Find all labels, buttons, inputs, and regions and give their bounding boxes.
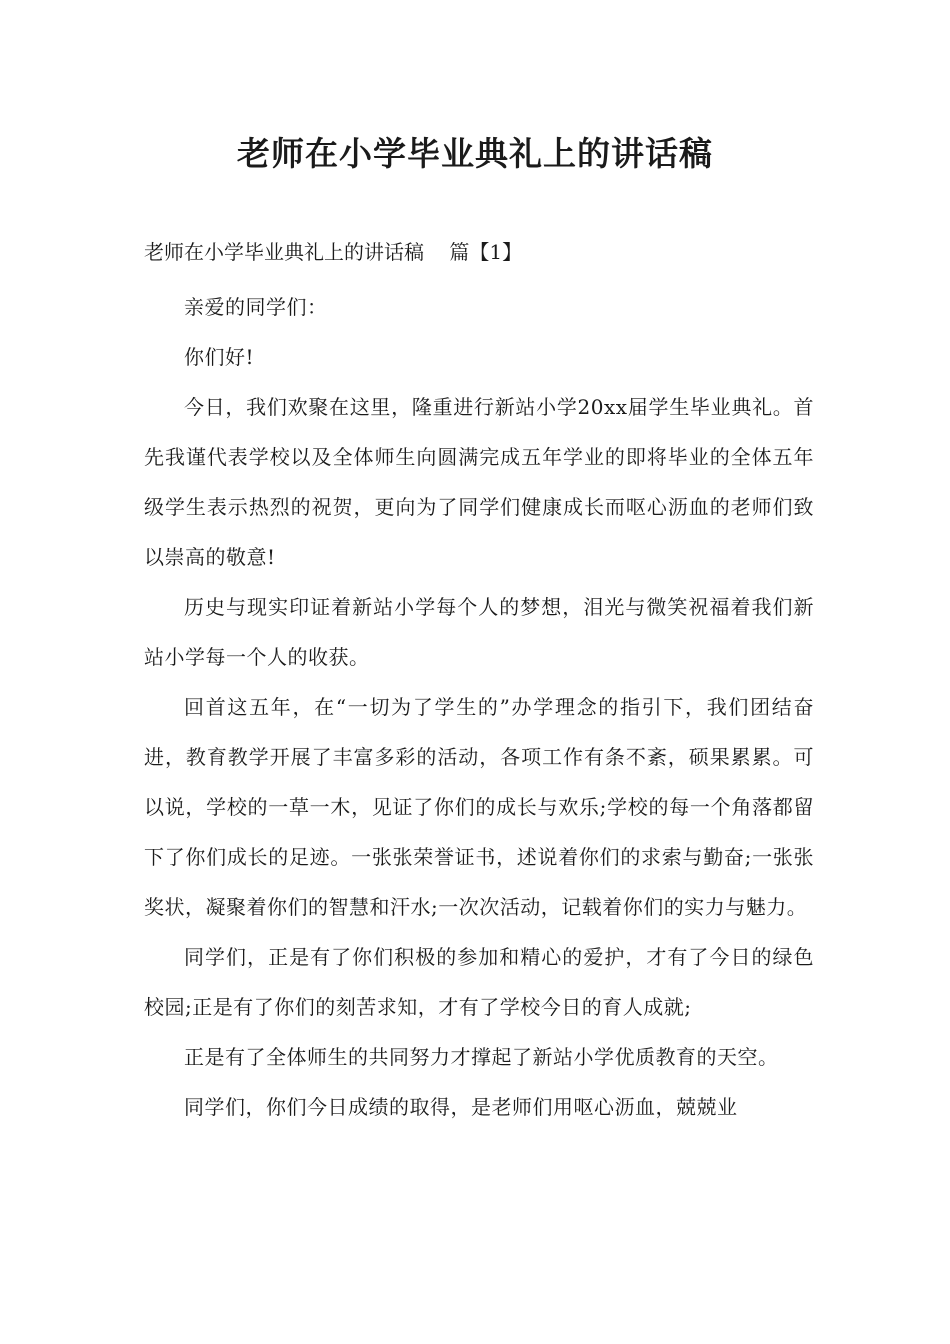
paragraph: 同学们，你们今日成绩的取得，是老师们用呕心沥血，兢兢业 [184, 1095, 738, 1119]
paragraph: 今日，我们欢聚在这里，隆重进行新站小学20xx届学生毕业典礼。首先我谨代表学校以及全体师生向圆满完成五年学业的即将毕业的全体五年级学生表示热烈的祝贺，更向为了同学们健康成长而呕心沥血的老师们致以崇高的敬意! [144, 395, 814, 569]
paragraph-hello: 你们好! [184, 345, 255, 369]
paragraph: 回首这五年，在“一切为了学生的”办学理念的指引下，我们团结奋进，教育教学开展了丰富多彩的活动，各项工作有条不紊，硕果累累。可以说，学校的一草一木，见证了你们的成长与欢乐;学校的每一个角落都留下了你们成长的足迹。一张张荣誉证书，述说着你们的求索与勤奋;一张张奖状，凝聚着你们的智慧和汗水;一次次活动，记载着你们的实力与魅力。 [144, 695, 814, 919]
paragraph-greeting: 亲爱的同学们： [184, 295, 328, 319]
paragraph: 同学们，正是有了你们积极的参加和精心的爱护，才有了今日的绿色校园;正是有了你们的刻苦求知，才有了学校今日的育人成就; [144, 945, 814, 1019]
section-heading: 老师在小学毕业典礼上的讲话稿 篇【1】 [144, 240, 523, 264]
paragraph: 历史与现实印证着新站小学每个人的梦想，泪光与微笑祝福着我们新站小学每一个人的收获。 [144, 595, 814, 669]
paragraph: 正是有了全体师生的共同努力才撑起了新站小学优质教育的天空。 [184, 1045, 779, 1069]
document-body [144, 282, 814, 1132]
document-title: 老师在小学毕业典礼上的讲话稿 [237, 134, 713, 173]
